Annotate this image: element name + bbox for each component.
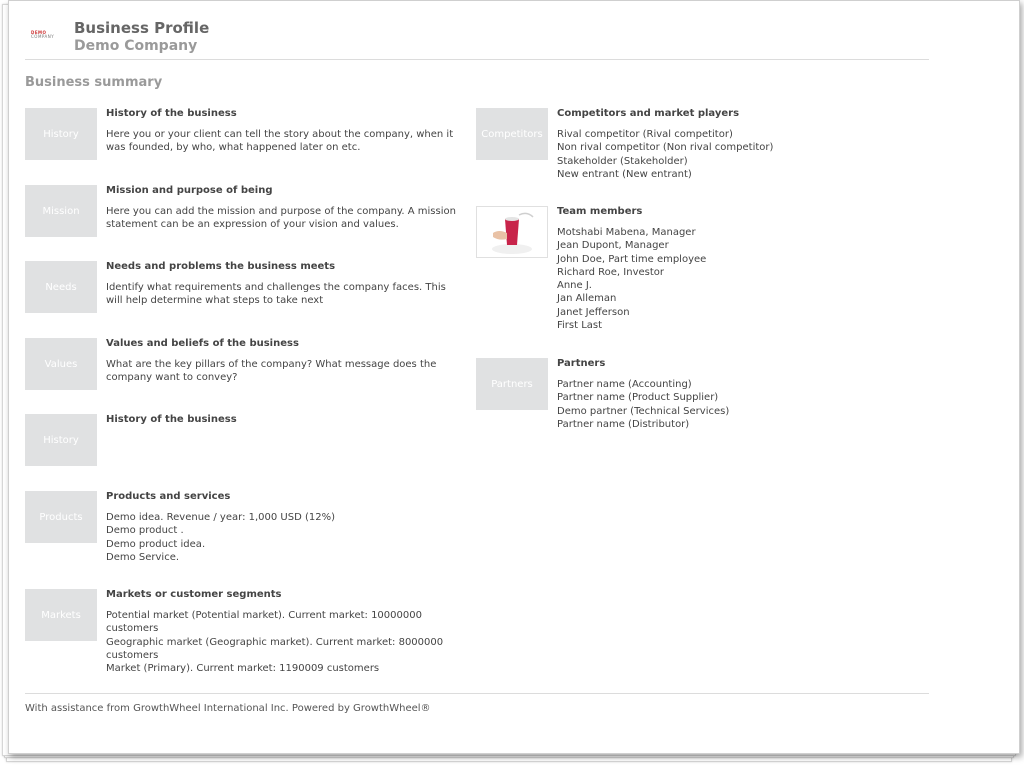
- page-title: Business Profile: [74, 19, 210, 37]
- block-title: Markets or customer segments: [106, 589, 282, 600]
- block-text: Rival competitor (Rival competitor) Non rival competitor (Non rival competitor) Stakeholder (Stakeholder) New entrant (New entrant): [557, 129, 774, 180]
- block-text: Identify what requirements and challenges the company faces. This will help determine what steps to take next: [106, 282, 446, 307]
- block-title: Competitors and market players: [557, 108, 740, 119]
- tile-history-2[interactable]: History: [25, 414, 97, 466]
- block-text: Motshabi Mabena, Manager Jean Dupont, Manager John Doe, Part time employee Richard Roe, Investor Anne J. Jan Alleman Janet Jefferson First Last: [557, 227, 707, 332]
- block-title: Team members: [557, 206, 643, 217]
- block-text: Here you or your client can tell the story about the company, when it was founded, by who, what happened later on etc.: [106, 129, 454, 154]
- tile-markets[interactable]: Markets: [25, 589, 97, 641]
- block-title: Values and beliefs of the business: [106, 338, 299, 349]
- footer-credit: With assistance from GrowthWheel International Inc. Powered by GrowthWheel®: [25, 703, 431, 714]
- company-logo: DEMO COMPANY: [31, 30, 55, 39]
- tile-needs[interactable]: Needs: [25, 261, 97, 313]
- tile-competitors[interactable]: Competitors: [476, 108, 548, 160]
- section-title: Business summary: [25, 75, 163, 90]
- block-title: Products and services: [106, 491, 231, 502]
- block-text: Here you can add the mission and purpose of the company. A mission statement can be an expression of your vision and values.: [106, 206, 456, 231]
- tile-history[interactable]: History: [25, 108, 97, 160]
- team-photo[interactable]: [476, 206, 548, 258]
- footer-divider: [25, 693, 929, 694]
- tile-products[interactable]: Products: [25, 491, 97, 543]
- tile-mission[interactable]: Mission: [25, 185, 97, 237]
- block-title: Mission and purpose of being: [106, 185, 273, 196]
- block-text: Demo idea. Revenue / year: 1,000 USD (12%) Demo product . Demo product idea. Demo Service.: [106, 512, 335, 563]
- block-title: History of the business: [106, 108, 237, 119]
- cup-photo-icon: [477, 207, 547, 257]
- profile-page: [8, 0, 1020, 754]
- block-text: What are the key pillars of the company? What message does the company want to convey?: [106, 359, 437, 384]
- company-name: Demo Company: [74, 38, 198, 54]
- block-title: Needs and problems the business meets: [106, 261, 336, 272]
- block-text: Potential market (Potential market). Current market: 10000000 customers Geographic market (Geographic market). Current market: 8000000 customers Market (Primary). Current market: 1190009 customers: [106, 610, 444, 675]
- block-title: Partners: [557, 358, 606, 369]
- tile-values[interactable]: Values: [25, 338, 97, 390]
- tile-partners[interactable]: Partners: [476, 358, 548, 410]
- header: [25, 19, 929, 60]
- block-text: Partner name (Accounting) Partner name (Product Supplier) Demo partner (Technical Services) Partner name (Distributor): [557, 379, 730, 430]
- block-title: History of the business: [106, 414, 237, 425]
